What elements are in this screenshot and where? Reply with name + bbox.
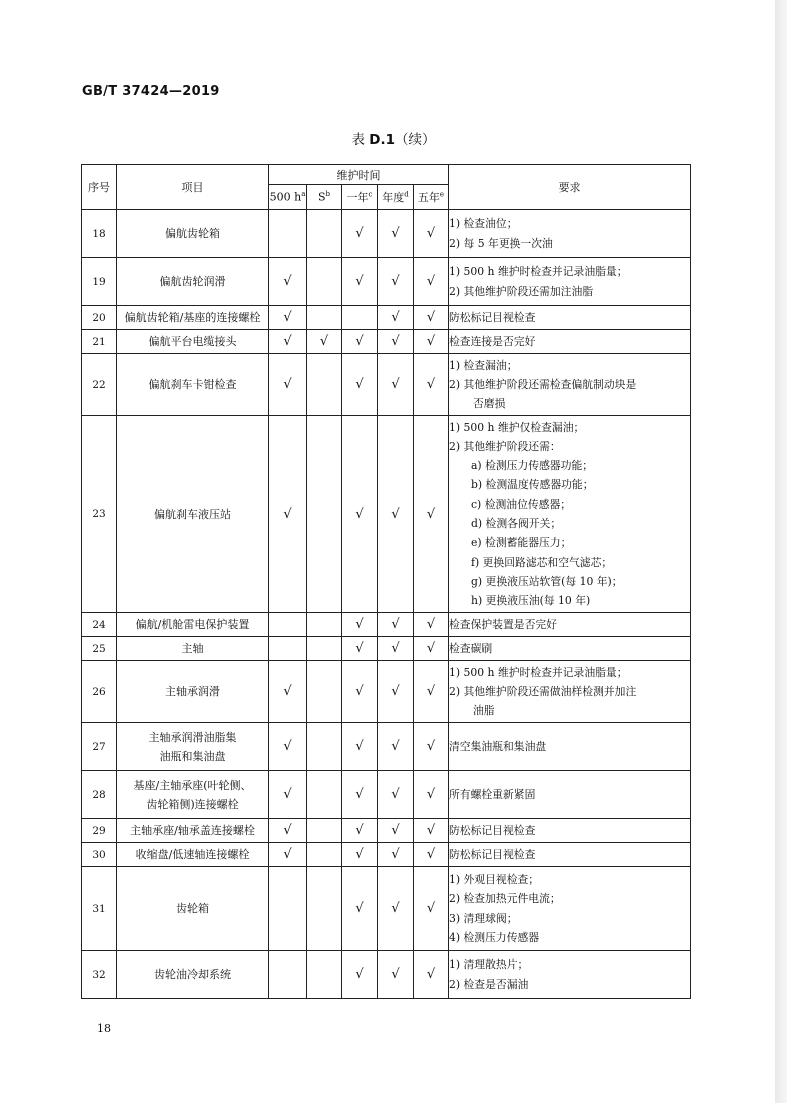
requirement-line: 1) 检查油位； (449, 217, 518, 231)
check-cell (307, 951, 342, 999)
check-cell (414, 637, 449, 661)
check-cell (378, 258, 414, 306)
check-cell (414, 661, 449, 723)
check-mark: √ (283, 334, 292, 349)
check-cell (378, 661, 414, 723)
row-requirements (449, 819, 691, 843)
header-requirements: 要求 (449, 165, 691, 210)
check-mark: √ (391, 310, 400, 325)
check-cell (414, 819, 449, 843)
check-cell (342, 723, 378, 771)
item-line: 主轴 (181, 642, 204, 655)
check-cell (414, 416, 449, 613)
check-cell (269, 354, 307, 416)
check-mark: √ (391, 506, 400, 522)
item-line: 主轴承座/轴承盖连接螺栓 (130, 824, 255, 837)
table-row (82, 306, 691, 330)
row-item (117, 354, 269, 416)
check-mark: √ (426, 967, 436, 982)
check-cell (342, 210, 378, 258)
check-mark: √ (283, 823, 292, 838)
requirement-line: b) 检测温度传感器功能； (471, 478, 594, 492)
check-mark: √ (426, 787, 436, 802)
check-cell (307, 723, 342, 771)
check-cell (269, 819, 307, 843)
requirement-line: g) 更换液压站软管(每 10 年)； (471, 574, 623, 588)
row-number: 29 (82, 819, 117, 843)
check-mark: √ (283, 377, 292, 392)
row-number: 26 (82, 661, 117, 723)
row-item (117, 819, 269, 843)
requirement-line: 1) 500 h 维护时检查并记录油脂量； (449, 265, 628, 279)
check-cell (414, 951, 449, 999)
page-number: 18 (97, 1022, 111, 1035)
table-row (82, 354, 691, 416)
check-mark: √ (355, 377, 364, 392)
row-item (117, 867, 269, 951)
check-mark: √ (355, 274, 364, 289)
row-requirements (449, 661, 691, 723)
header-maint-time: 维护时间 (269, 165, 449, 185)
check-mark: √ (355, 334, 364, 349)
check-cell (342, 258, 378, 306)
requirement-line: 否磨损 (473, 397, 506, 411)
requirement-line: 2) 其他维护阶段还需做油样检测并加注 (449, 684, 637, 698)
table-row (82, 723, 691, 771)
check-cell (269, 306, 307, 330)
check-cell (342, 843, 378, 867)
table-title-label: D.1 (369, 132, 396, 148)
row-requirements (449, 723, 691, 771)
row-requirements (449, 771, 691, 819)
check-mark: √ (391, 901, 400, 916)
check-cell (378, 723, 414, 771)
requirement-line: 检查碳刷 (449, 641, 493, 655)
row-item (117, 330, 269, 354)
header-annual: 年度$^d$ (378, 185, 414, 210)
check-mark: √ (355, 617, 364, 632)
requirement-line: 检查连接是否完好 (449, 334, 536, 348)
item-line: 偏航平台电缆接头 (148, 335, 237, 348)
item-line: 偏航齿轮润滑 (159, 275, 226, 288)
item-line: 收缩盘/低速轴连接螺栓 (135, 848, 250, 861)
requirement-line: 2) 其他维护阶段还需： (449, 439, 561, 453)
row-number: 32 (82, 951, 117, 999)
requirement-line: 2) 检查加热元件电流； (449, 892, 561, 906)
table-title-suffix: （续） (395, 132, 436, 148)
check-cell (342, 416, 378, 613)
check-cell (378, 210, 414, 258)
check-mark: √ (355, 684, 364, 699)
check-cell (269, 867, 307, 951)
check-cell (378, 306, 414, 330)
row-number: 30 (82, 843, 117, 867)
check-cell (414, 867, 449, 951)
check-mark: √ (426, 901, 436, 916)
check-mark: √ (391, 274, 400, 289)
check-cell (414, 613, 449, 637)
check-cell (307, 843, 342, 867)
requirement-line: d) 检测各阀开关； (471, 517, 562, 530)
check-mark: √ (426, 226, 436, 241)
check-mark: √ (355, 967, 364, 982)
row-item (117, 306, 269, 330)
check-mark: √ (391, 739, 400, 754)
table-row (82, 330, 691, 354)
check-mark: √ (283, 684, 292, 699)
check-cell (342, 613, 378, 637)
row-requirements (449, 951, 691, 999)
check-mark: √ (426, 310, 436, 325)
row-requirements (449, 416, 691, 613)
requirement-line: 防松标记目视检查 (449, 823, 536, 837)
check-mark: √ (319, 334, 329, 349)
check-mark: √ (391, 967, 400, 982)
check-mark: √ (426, 377, 436, 392)
requirement-line: a) 检测压力传感器功能； (471, 459, 594, 473)
check-cell (307, 330, 342, 354)
check-mark: √ (426, 617, 436, 632)
check-cell (378, 637, 414, 661)
requirement-line: 所有螺栓重新紧固 (449, 787, 536, 801)
check-cell (342, 661, 378, 723)
item-line: 齿轮油冷却系统 (154, 968, 231, 981)
check-cell (269, 771, 307, 819)
requirement-line: 油脂 (473, 704, 495, 718)
table-row (82, 661, 691, 723)
item-line: 偏航/机舱雷电保护装置 (135, 618, 250, 631)
check-mark: √ (283, 310, 292, 325)
check-cell (269, 210, 307, 258)
row-requirements (449, 637, 691, 661)
requirement-line: 1) 外观目视检查； (449, 872, 540, 886)
check-mark: √ (355, 787, 364, 802)
row-item (117, 613, 269, 637)
row-requirements (449, 330, 691, 354)
check-mark: √ (283, 787, 292, 802)
row-number: 19 (82, 258, 117, 306)
check-cell (414, 210, 449, 258)
requirement-line: 清空集油瓶和集油盘 (449, 739, 547, 753)
check-cell (269, 723, 307, 771)
check-cell (342, 867, 378, 951)
row-number: 28 (82, 771, 117, 819)
check-cell (414, 306, 449, 330)
check-mark: √ (391, 641, 400, 656)
requirement-line: e) 检测蓄能器压力； (471, 536, 572, 550)
check-mark: √ (355, 901, 364, 916)
item-line: 齿轮箱 (176, 902, 209, 915)
row-item (117, 416, 269, 613)
row-number: 18 (82, 210, 117, 258)
requirement-line: 1) 500 h 维护仅检查漏油； (449, 420, 585, 434)
check-cell (342, 771, 378, 819)
table-row (82, 771, 691, 819)
row-requirements (449, 306, 691, 330)
check-cell (378, 867, 414, 951)
page-edge-shadow (775, 0, 787, 1103)
check-cell (414, 723, 449, 771)
row-requirements (449, 210, 691, 258)
row-number: 22 (82, 354, 117, 416)
requirement-line: 2) 其他维护阶段还需加注油脂 (449, 284, 594, 298)
header-seq: 序号 (82, 165, 117, 210)
check-cell (269, 951, 307, 999)
table-row (82, 210, 691, 258)
table-row (82, 416, 691, 613)
check-mark: √ (391, 226, 400, 241)
check-mark: √ (426, 847, 436, 862)
row-requirements (449, 843, 691, 867)
requirement-line: 4) 检测压力传感器 (449, 930, 540, 944)
header-year5: 五年$^e$ (414, 185, 449, 210)
check-cell (342, 306, 378, 330)
row-item (117, 258, 269, 306)
check-mark: √ (391, 334, 400, 349)
requirement-line: 3) 清理球阀； (449, 911, 518, 925)
row-requirements (449, 258, 691, 306)
check-mark: √ (355, 823, 364, 838)
row-item (117, 951, 269, 999)
header-s: $S^b$ (307, 185, 342, 210)
check-cell (307, 771, 342, 819)
check-mark: √ (355, 739, 364, 754)
requirement-line: 2) 检查是否漏油 (449, 977, 529, 991)
check-cell (269, 416, 307, 613)
check-mark: √ (283, 274, 292, 289)
row-requirements (449, 613, 691, 637)
row-number: 23 (82, 416, 117, 613)
check-cell (378, 843, 414, 867)
check-cell (342, 951, 378, 999)
check-cell (342, 637, 378, 661)
check-cell (307, 306, 342, 330)
check-cell (378, 354, 414, 416)
check-mark: √ (391, 377, 400, 392)
check-cell (269, 330, 307, 354)
check-mark: √ (426, 274, 436, 289)
check-cell (307, 416, 342, 613)
check-mark: √ (391, 684, 400, 699)
check-cell (414, 354, 449, 416)
check-cell (414, 771, 449, 819)
row-item (117, 771, 269, 819)
check-cell (342, 330, 378, 354)
check-mark: √ (426, 739, 436, 754)
row-number: 31 (82, 867, 117, 951)
check-mark: √ (355, 847, 364, 862)
requirement-line: f) 更换回路滤芯和空气滤芯； (471, 555, 613, 569)
row-number: 20 (82, 306, 117, 330)
check-cell (414, 258, 449, 306)
check-mark: √ (426, 684, 436, 699)
row-number: 27 (82, 723, 117, 771)
row-item (117, 843, 269, 867)
maintenance-table (81, 164, 691, 999)
check-cell (378, 819, 414, 843)
requirement-line: 2) 其他维护阶段还需检查偏航制动块是 (449, 377, 637, 391)
check-cell (307, 210, 342, 258)
item-line: 偏航刹车液压站 (154, 507, 231, 521)
check-mark: √ (391, 823, 400, 838)
check-mark: √ (391, 787, 400, 802)
table-body (82, 210, 691, 999)
check-cell (307, 867, 342, 951)
requirement-line: 1) 检查漏油； (449, 358, 518, 372)
check-mark: √ (355, 641, 364, 656)
row-number: 25 (82, 637, 117, 661)
requirement-line: 2) 每 5 年更换一次油 (449, 236, 553, 250)
table-row (82, 819, 691, 843)
check-cell (307, 258, 342, 306)
item-line: 主轴承润滑油脂集 (148, 730, 237, 744)
table-row (82, 951, 691, 999)
table-row (82, 637, 691, 661)
check-cell (307, 661, 342, 723)
header-500h: 500 $h^a$ (269, 185, 307, 210)
check-mark: √ (391, 847, 400, 862)
row-item (117, 661, 269, 723)
requirement-line: 防松标记目视检查 (449, 847, 536, 861)
check-cell (269, 843, 307, 867)
check-mark: √ (426, 334, 436, 349)
table-row (82, 843, 691, 867)
check-mark: √ (426, 506, 436, 522)
check-cell (269, 258, 307, 306)
table-row (82, 867, 691, 951)
check-mark: √ (283, 847, 292, 862)
check-mark: √ (355, 506, 364, 522)
item-line: 齿轮箱侧)连接螺栓 (146, 797, 239, 811)
row-item (117, 637, 269, 661)
requirement-line: h) 更换液压油(每 10 年) (471, 594, 591, 608)
table-row (82, 258, 691, 306)
table-title-prefix: 表 (351, 132, 370, 148)
item-line: 基座/主轴承座(叶轮侧、 (133, 778, 252, 792)
check-cell (414, 843, 449, 867)
check-mark: √ (426, 823, 436, 838)
check-cell (378, 771, 414, 819)
check-cell (307, 354, 342, 416)
check-cell (269, 637, 307, 661)
check-cell (342, 354, 378, 416)
check-mark: √ (391, 617, 400, 632)
check-mark: √ (355, 226, 364, 241)
check-cell (414, 330, 449, 354)
table-title (0, 128, 787, 148)
header-item: 项目 (117, 165, 269, 210)
check-mark: √ (283, 739, 292, 754)
check-mark: √ (426, 641, 436, 656)
row-number: 24 (82, 613, 117, 637)
requirement-line: 1) 清理散热片； (449, 958, 529, 972)
row-number: 21 (82, 330, 117, 354)
standard-code: GB/T 37424—2019 (82, 84, 220, 99)
row-item (117, 723, 269, 771)
item-line: 偏航刹车卡钳检查 (148, 378, 237, 391)
check-cell (378, 330, 414, 354)
check-cell (378, 951, 414, 999)
check-cell (378, 416, 414, 613)
check-cell (378, 613, 414, 637)
item-line: 偏航齿轮箱 (165, 227, 220, 240)
check-mark: √ (283, 506, 292, 522)
header-year1: 一年$^c$ (342, 185, 378, 210)
requirement-line: 1) 500 h 维护时检查并记录油脂量； (449, 665, 628, 679)
requirement-line: c) 检测油位传感器； (471, 497, 572, 511)
item-line: 主轴承润滑 (165, 685, 220, 698)
check-cell (307, 819, 342, 843)
requirement-line: 防松标记目视检查 (449, 310, 536, 324)
item-line: 油瓶和集油盘 (159, 749, 226, 763)
row-requirements (449, 354, 691, 416)
requirement-line: 检查保护装置是否完好 (449, 617, 557, 631)
check-cell (269, 661, 307, 723)
table-row (82, 613, 691, 637)
check-cell (307, 613, 342, 637)
item-line: 偏航齿轮箱/基座的连接螺栓 (124, 311, 261, 324)
check-cell (342, 819, 378, 843)
check-cell (269, 613, 307, 637)
row-item (117, 210, 269, 258)
row-requirements (449, 867, 691, 951)
check-cell (307, 637, 342, 661)
